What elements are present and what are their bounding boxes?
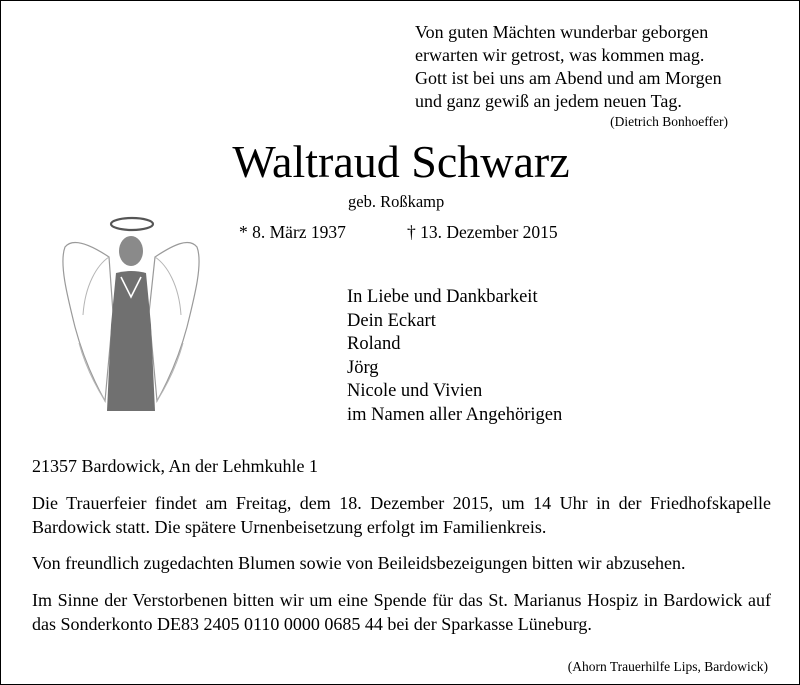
poem-line: Von guten Mächten wunderbar geborgen <box>415 22 709 42</box>
poem <box>415 21 722 113</box>
angel-head-shape <box>119 236 143 266</box>
mourner-line: Jörg <box>347 357 379 378</box>
born-name: geb. Roßkamp <box>348 192 445 211</box>
deceased-name: Waltraud Schwarz <box>232 136 570 187</box>
poem-line: erwarten wir getrost, was kommen mag. <box>415 45 705 65</box>
right-wing-shape <box>149 242 199 401</box>
donation-paragraph: Im Sinne der Verstorbenen bitten wir um eine Spende für das St. Marianus Hospiz in Bardowick auf das Sonderkonto DE83 2405 0110 0000 0685 44 bei der Sparkasse Lüneburg. <box>32 590 771 634</box>
mourner-line: Nicole und Vivien <box>347 381 483 401</box>
poem-line: und ganz gewiß an jedem neuen Tag. <box>415 91 682 111</box>
mourner-line: im Namen aller Angehörigen <box>347 404 563 425</box>
mourner-line: Dein Eckart <box>347 310 436 331</box>
poem-line: Gott ist bei uns am Abend und am Morgen <box>415 68 722 88</box>
angel-robe-shape <box>107 271 155 411</box>
funeral-paragraph: Die Trauerfeier findet am Freitag, dem 18. Dezember 2015, um 14 Uhr in der Friedhofskapelle Bardowick statt. Die spätere Urnenbeisetzung erfolgt im Familienkreis. <box>32 493 771 537</box>
mourner-line: In Liebe und Dankbarkeit <box>347 287 538 307</box>
death-date: † 13. Dezember 2015 <box>407 222 558 242</box>
mourner-line: Roland <box>347 334 401 354</box>
left-wing-shape <box>63 242 113 401</box>
address: 21357 Bardowick, An der Lehmkuhle 1 <box>32 456 318 476</box>
angel-icon <box>61 215 201 421</box>
birth-date: * 8. März 1937 <box>239 222 346 242</box>
poem-author: (Dietrich Bonhoeffer) <box>610 114 728 129</box>
undertaker-credit: (Ahorn Trauerhilfe Lips, Bardowick) <box>567 659 768 674</box>
flowers-paragraph: Von freundlich zugedachten Blumen sowie von Beileidsbezeigungen bitten wir abzusehen. <box>32 553 686 573</box>
halo-shape <box>111 218 153 230</box>
mourners-list <box>347 286 562 427</box>
